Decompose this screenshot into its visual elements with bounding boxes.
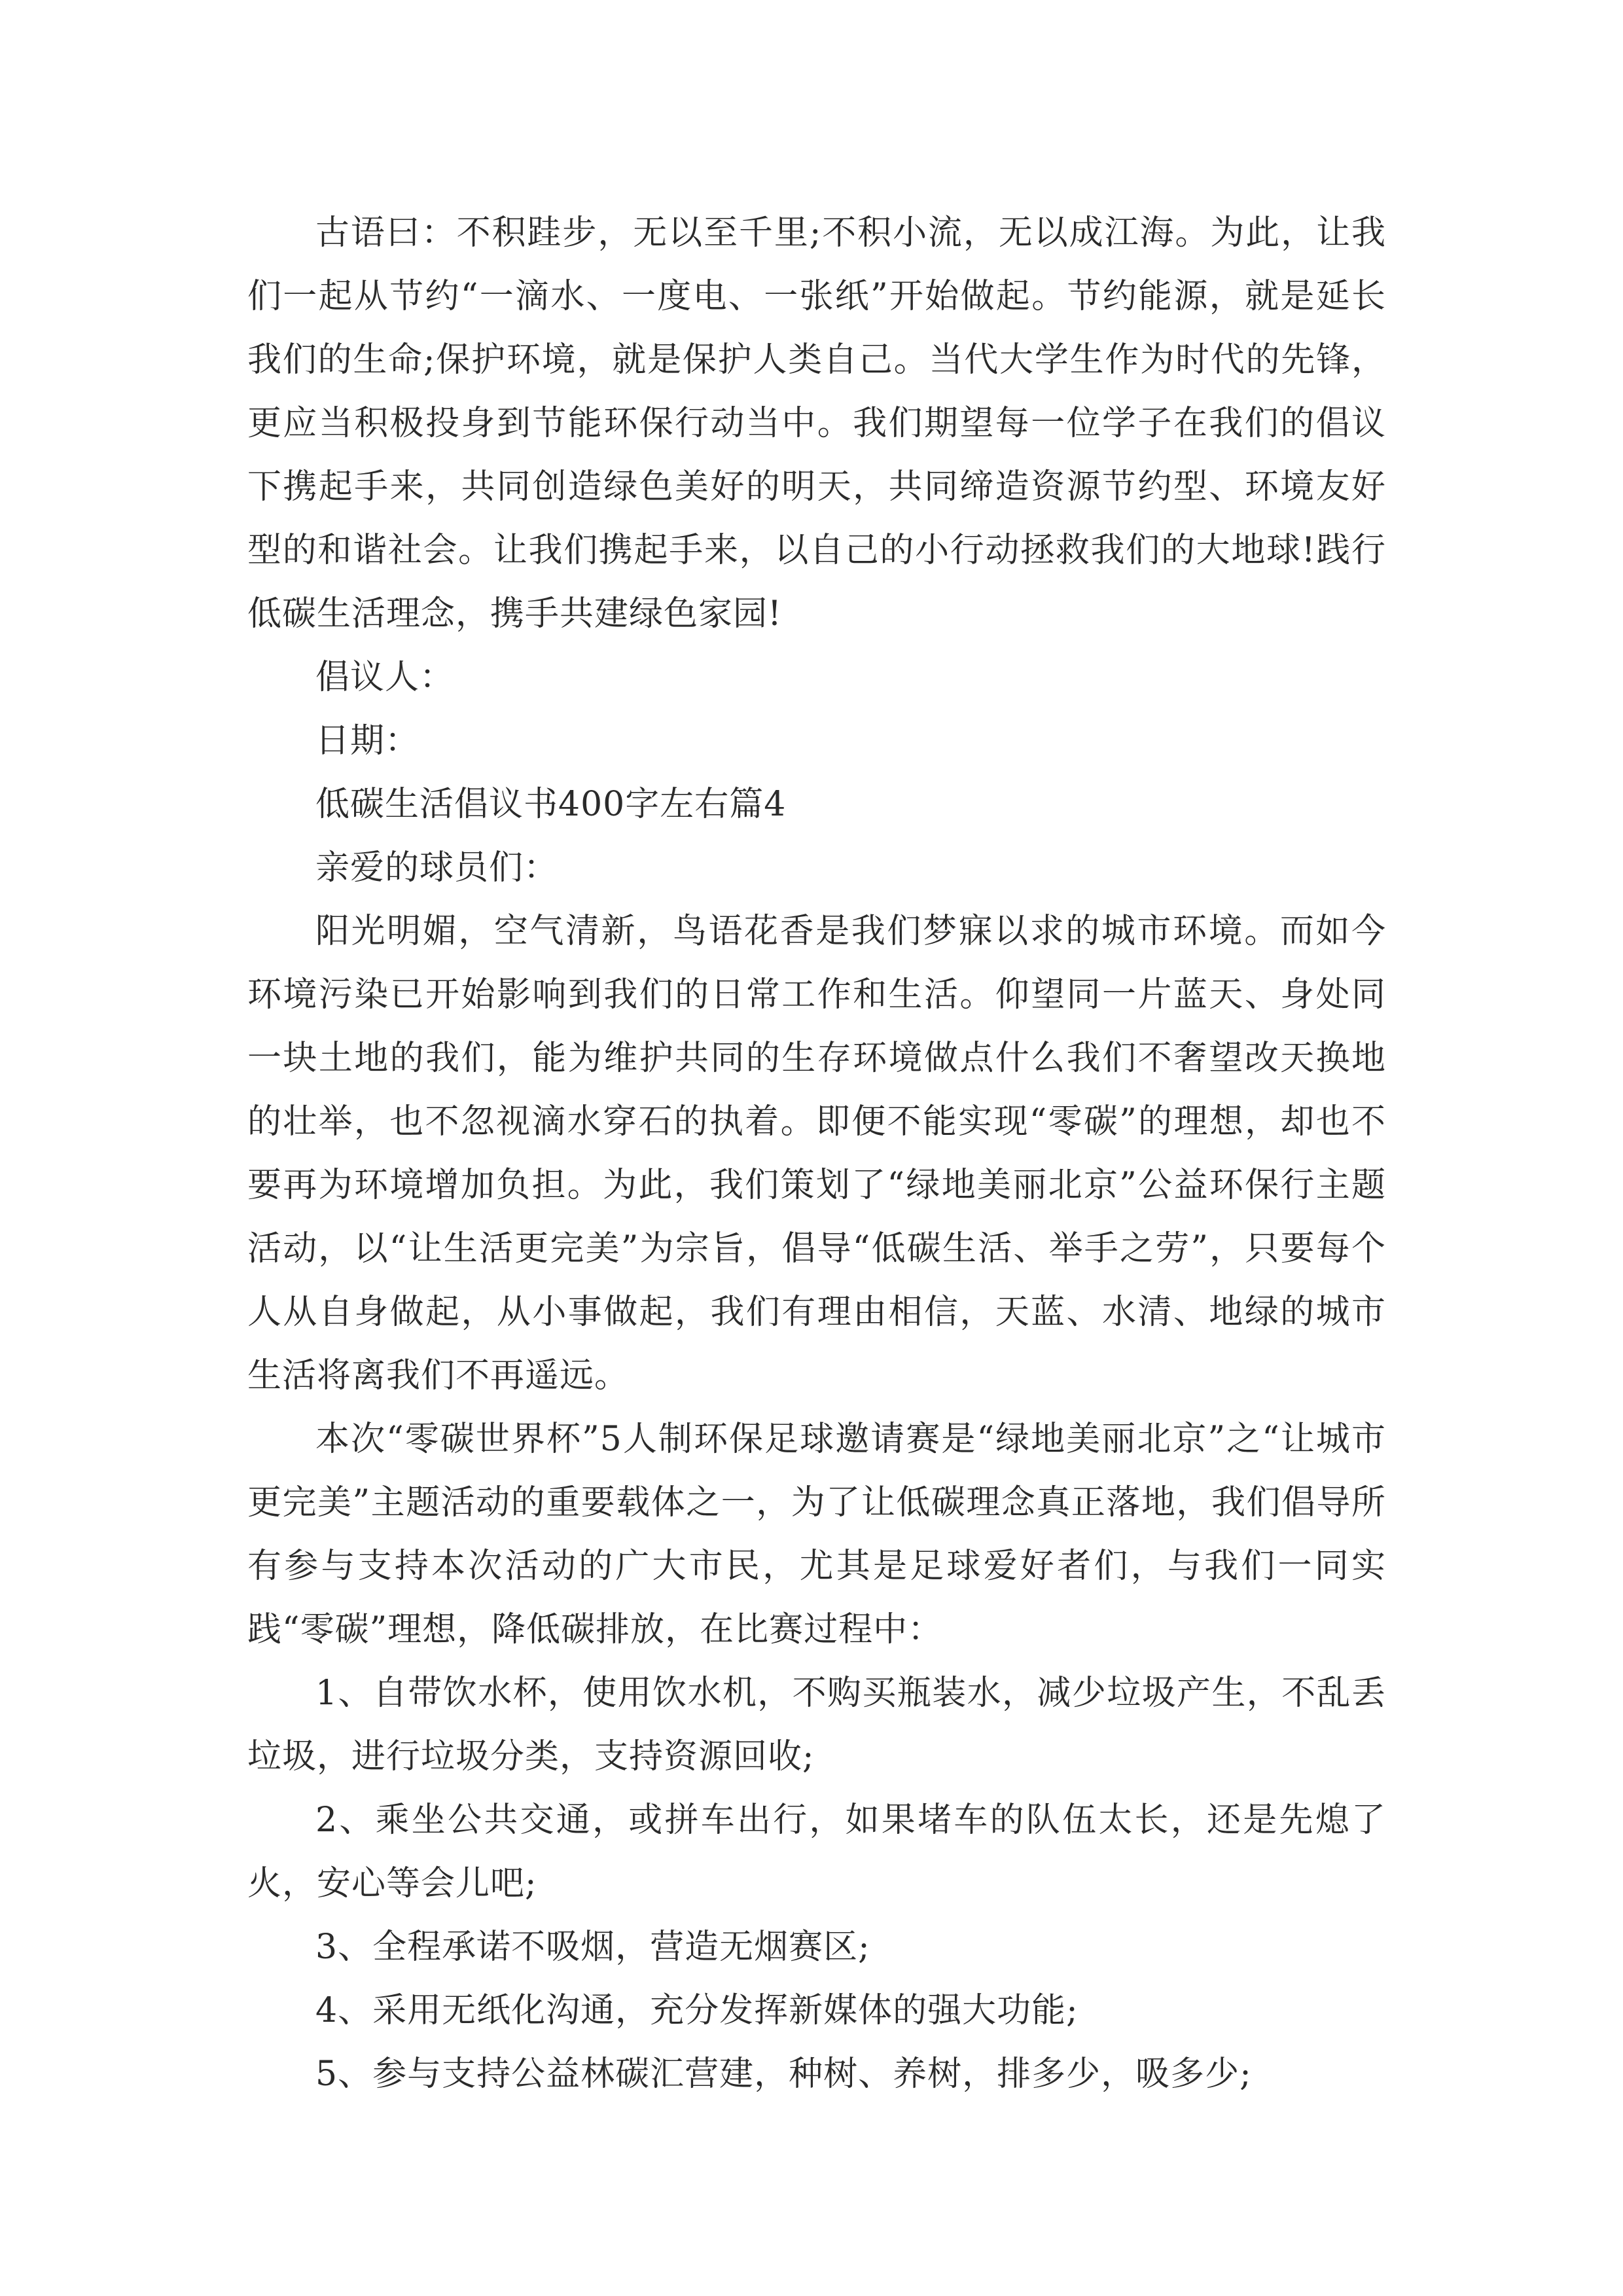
salutation: 亲爱的球员们：: [315, 848, 559, 888]
paragraph-proverb-appeal: 古语曰：不积跬步，无以至千里;不积小流，无以成江海。为此，让我们一起从节约“一滴水、一度电、一张纸”开始做起。节约能源，就是延长我们的生命;保护环境，就是保护人类自己。当代大学生作为时代的先锋，更应当积极投身到节能环保行动当中。我们期望每一位学子在我们的倡议下携起手来，共同创造绿色美好的明天，共同缔造资源节约型、环境友好型的和谐社会。让我们携起手来，以自己的小行动拯救我们的大地球!践行低碳生活理念，携手共建绿色家园!: [247, 213, 1386, 634]
section-title: 低碳生活倡议书400字左右篇4: [315, 785, 787, 824]
list-item-5: 5、参与支持公益林碳汇营建，种树、养树，排多少，吸多少;: [315, 2054, 1252, 2094]
date-label: 日期：: [315, 721, 420, 761]
document-body: [247, 202, 1386, 2106]
list-item-2: 2、乘坐公共交通，或拼车出行，如果堵车的队伍太长，还是先熄了火，安心等会儿吧;: [247, 1801, 1386, 1903]
list-item-1: 1、自带饮水杯，使用饮水机，不购买瓶装水，减少垃圾产生，不乱丢垃圾，进行垃圾分类，支持资源回收;: [247, 1674, 1386, 1776]
paragraph-environment: 阳光明媚，空气清新，鸟语花香是我们梦寐以求的城市环境。而如今环境污染已开始影响到我们的日常工作和生活。仰望同一片蓝天、身处同一块土地的我们，能为维护共同的生存环境做点什么我们不奢望改天换地的壮举，也不忽视滴水穿石的执着。即便不能实现“零碳”的理想，却也不要再为环境增加负担。为此，我们策划了“绿地美丽北京”公益环保行主题活动，以“让生活更完美”为宗旨，倡导“低碳生活、举手之劳”，只要每个人从自身做起，从小事做起，我们有理由相信，天蓝、水清、地绿的城市生活将离我们不再遥远。: [247, 912, 1386, 1395]
paragraph-event-intro: 本次“零碳世界杯”5人制环保足球邀请赛是“绿地美丽北京”之“让城市更完美”主题活动的重要载体之一，为了让低碳理念真正落地，我们倡导所有参与支持本次活动的广大市民，尤其是足球爱好者们，与我们一同实践“零碳”理想，降低碳排放，在比赛过程中：: [247, 1420, 1386, 1649]
initiator-label: 倡议人：: [315, 658, 455, 697]
list-item-3: 3、全程承诺不吸烟，营造无烟赛区;: [315, 1928, 870, 1967]
list-item-4: 4、采用无纸化沟通，充分发挥新媒体的强大功能;: [315, 1991, 1079, 2030]
